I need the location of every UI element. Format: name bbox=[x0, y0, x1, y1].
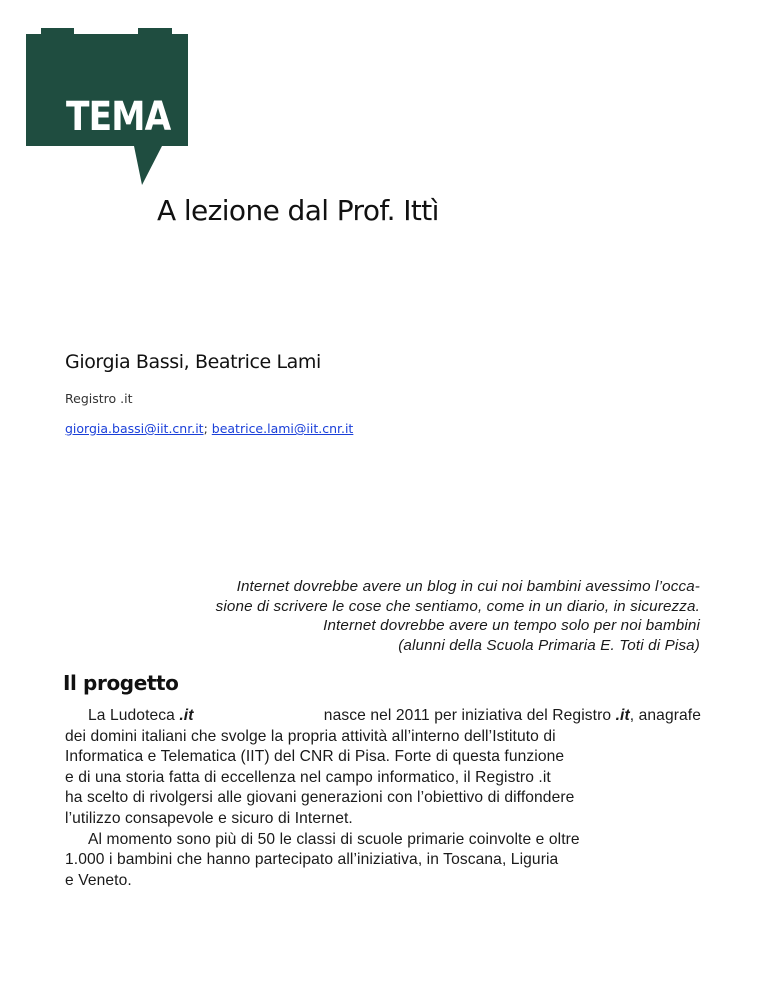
article-title: A lezione dal Prof. Ittì bbox=[157, 194, 439, 227]
paragraph-line: l’utilizzo consapevole e sicuro di Internet. bbox=[65, 809, 353, 827]
quote-line: sione di scrivere le cose che sentiamo, come in un diario, in sicurezza. bbox=[215, 597, 700, 615]
body-text bbox=[65, 706, 701, 891]
paragraph-line: 1.000 i bambini che hanno partecipato all’iniziativa, in Toscana, Liguria bbox=[65, 851, 559, 869]
paragraph-line: dei domini italiani che svolge la propria attività all’interno dell’Istituto di bbox=[65, 727, 556, 745]
paragraph-line: Al momento sono più di 50 le classi di scuole primarie coinvolte e oltre bbox=[88, 830, 580, 848]
epigraph-quote bbox=[60, 577, 700, 655]
quote-line: Internet dovrebbe avere un blog in cui noi bambini avessimo l’occa- bbox=[236, 578, 700, 595]
section-label: TEMA bbox=[66, 94, 171, 140]
email-separator: ; bbox=[203, 421, 208, 436]
paragraph-line: e Veneto. bbox=[65, 871, 132, 889]
email-link-bassi[interactable]: giorgia.bassi@iit.cnr.it bbox=[65, 421, 204, 436]
paragraph-line: ha scelto di rivolgersi alle giovani generazioni con l’obiettivo di diffondere bbox=[65, 789, 575, 807]
paragraph-line: e di una storia fatta di eccellenza nel campo informatico, il Registro .it bbox=[65, 768, 551, 786]
author-affiliation: Registro .it bbox=[65, 391, 133, 406]
brand-it: .it bbox=[615, 707, 630, 724]
author-emails bbox=[65, 421, 353, 436]
brand-it: .it bbox=[179, 707, 194, 724]
text-run: La Ludoteca bbox=[88, 707, 180, 724]
text-run: nasce nel 2011 per iniziativa del Registro bbox=[323, 707, 616, 724]
paragraph-line: Informatica e Telematica (IIT) del CNR di Pisa. Forte di questa funzione bbox=[65, 748, 565, 766]
paragraph-line bbox=[65, 706, 701, 727]
quote-line: Internet dovrebbe avere un tempo solo per noi bambini bbox=[323, 617, 700, 634]
article-authors: Giorgia Bassi, Beatrice Lami bbox=[65, 351, 321, 373]
email-link-lami[interactable]: beatrice.lami@iit.cnr.it bbox=[211, 421, 354, 436]
section-heading: Il progetto bbox=[63, 671, 179, 695]
tema-badge bbox=[24, 28, 190, 186]
quote-attribution: (alunni della Scuola Primaria E. Toti di Pisa) bbox=[398, 636, 700, 654]
text-run: , anagrafe bbox=[629, 707, 701, 724]
